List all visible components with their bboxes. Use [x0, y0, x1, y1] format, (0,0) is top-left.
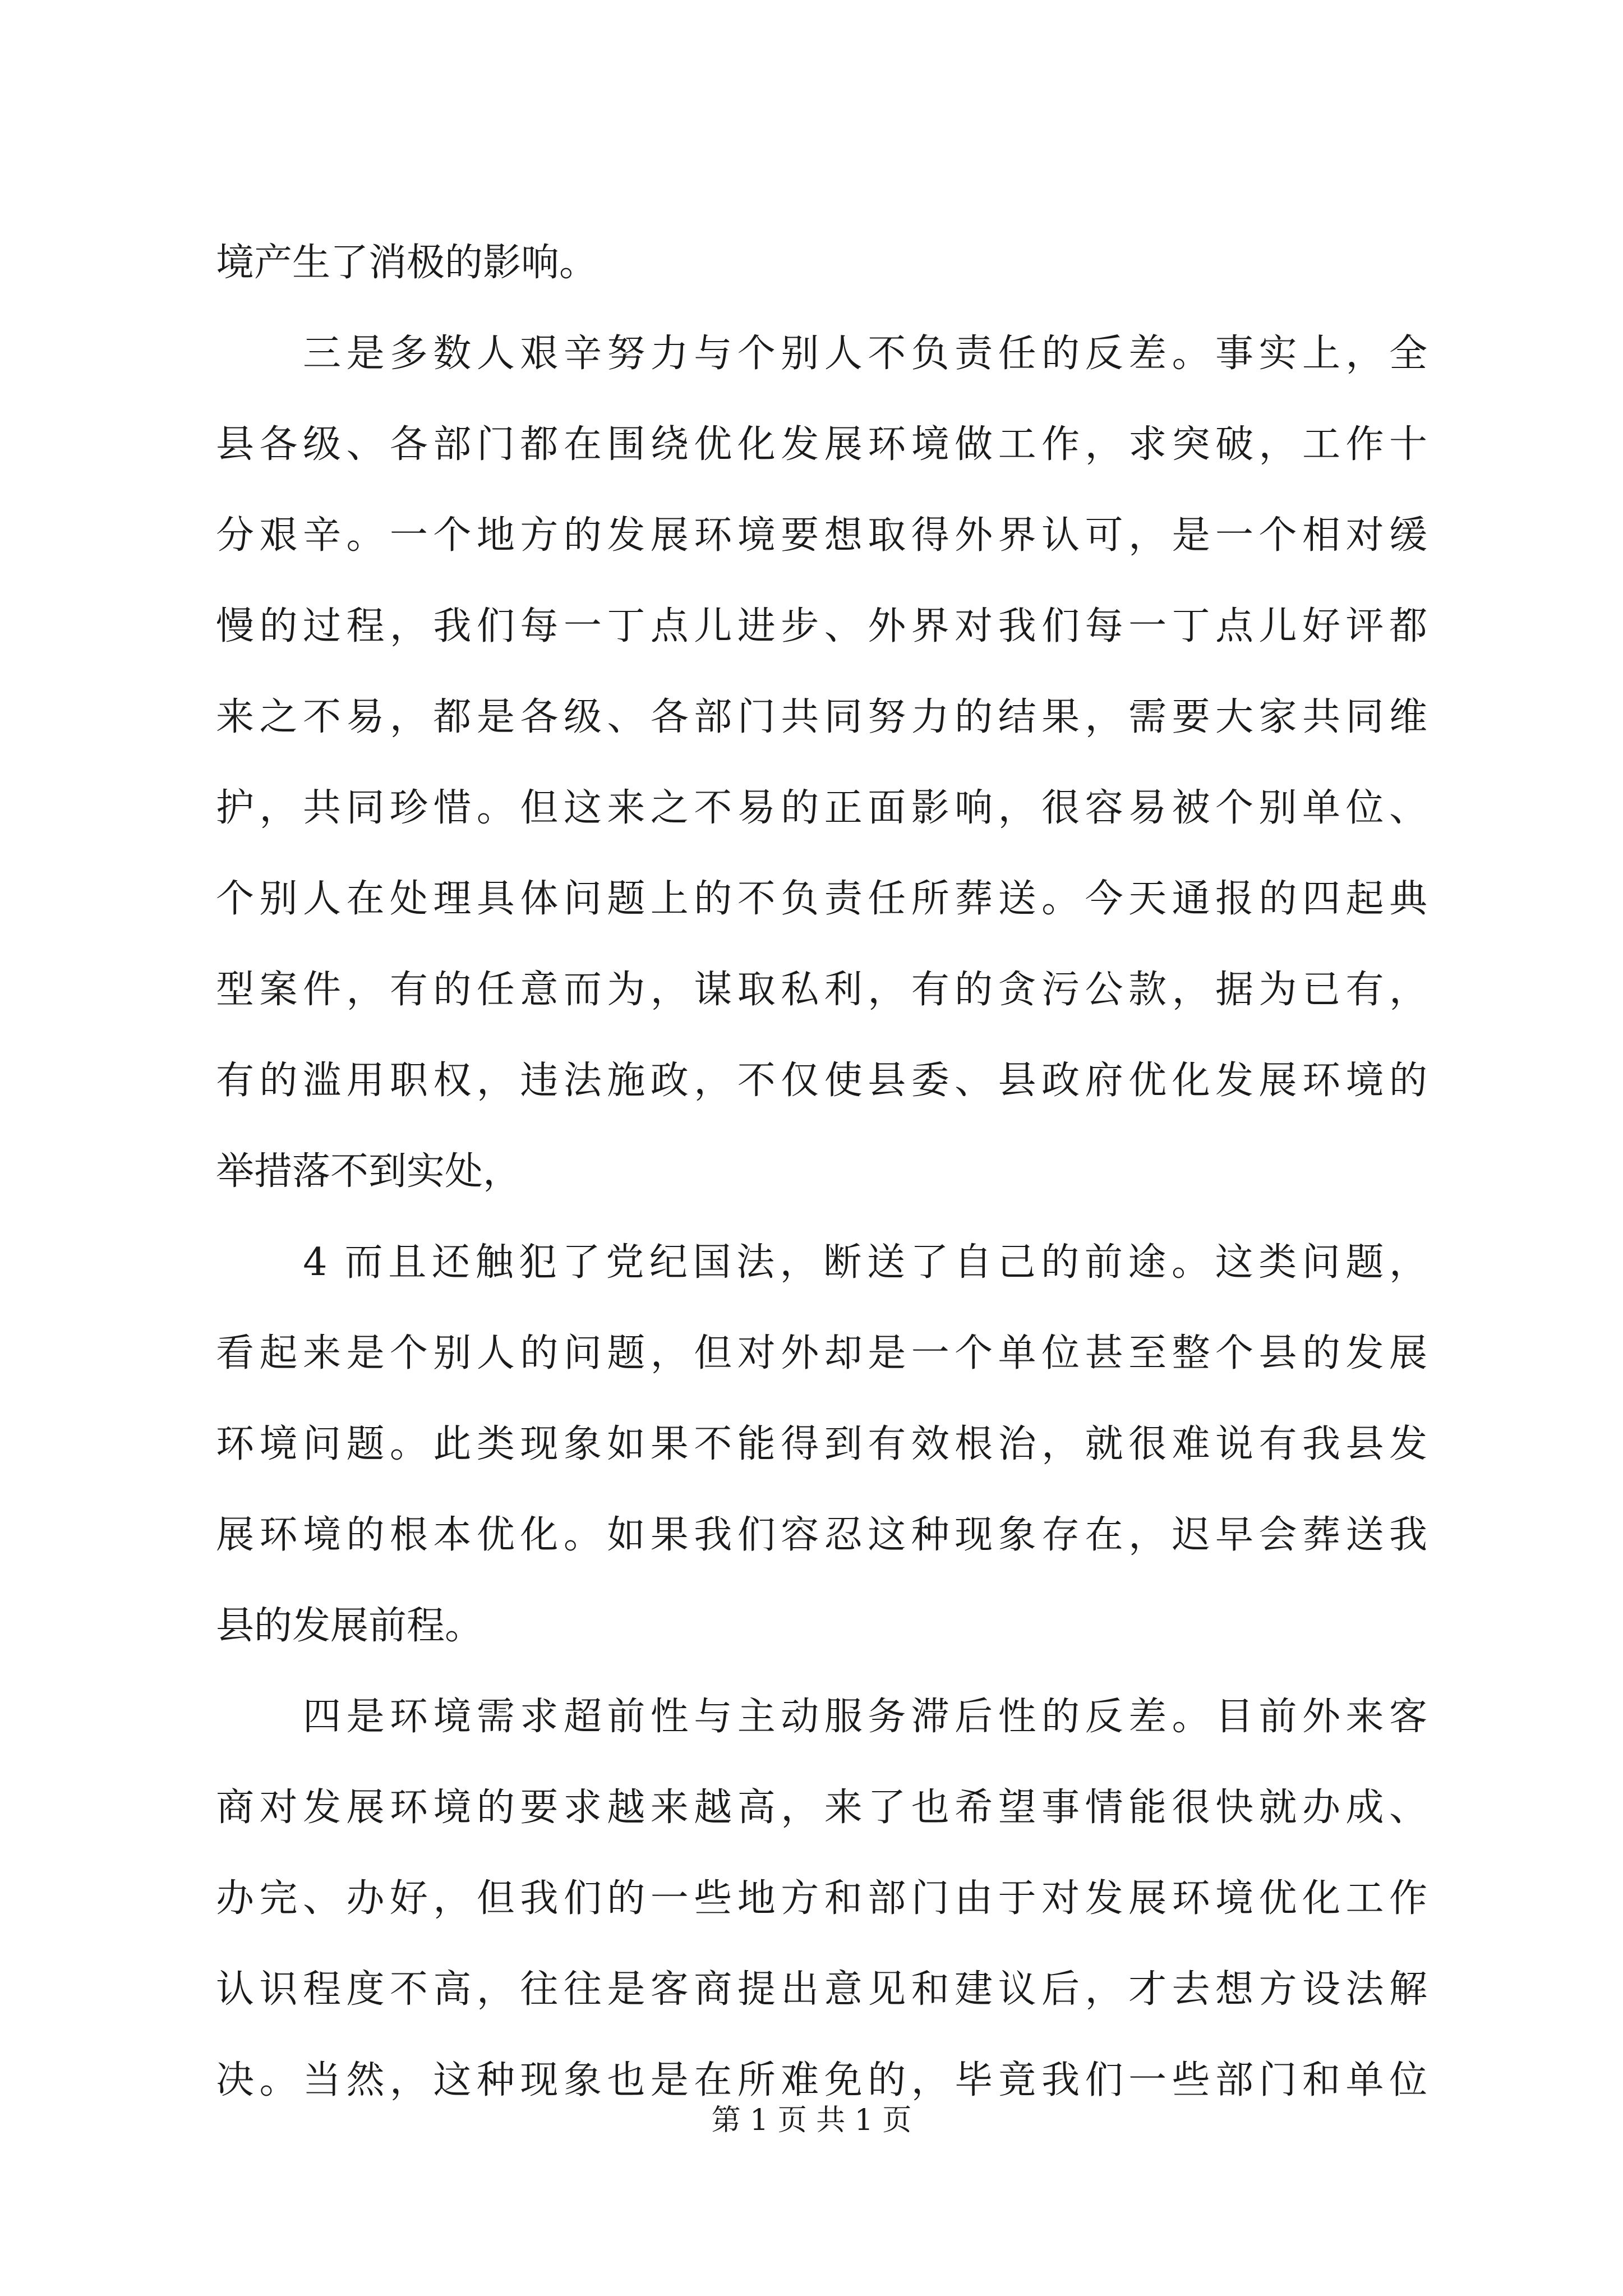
text-line: 分艰辛。一个地方的发展环境要想取得外界认可，是一个相对缓	[216, 513, 1427, 558]
text-line: 看起来是个别人的问题，但对外却是一个单位甚至整个县的发展	[216, 1331, 1427, 1375]
text-line: 举措落不到实处，	[216, 1149, 522, 1194]
text-line: 办完、办好，但我们的一些地方和部门由于对发展环境优化工作	[216, 1876, 1427, 1921]
text-line: 来之不易，都是各级、各部门共同努力的结果，需要大家共同维	[216, 695, 1427, 739]
text-line: 型案件，有的任意而为，谋取私利，有的贪污公款，据为已有，	[216, 968, 1427, 1012]
text-line: 境产生了消极的影响。	[216, 241, 598, 285]
text-line: 认识程度不高，往往是客商提出意见和建议后，才去想方设法解	[216, 1967, 1427, 2012]
text-line: 4 而且还触犯了党纪国法，断送了自己的前途。这类问题，	[216, 1240, 1427, 1285]
page-number-footer: 第 1 页 共 1 页	[711, 2104, 912, 2137]
text-line: 县各级、各部门都在围绕优化发展环境做工作，求突破，工作十	[216, 422, 1427, 467]
text-line: 决。当然，这种现象也是在所难免的，毕竟我们一些部门和单位	[216, 2058, 1427, 2102]
text-line: 个别人在处理具体问题上的不负责任所葬送。今天通报的四起典	[216, 877, 1427, 921]
text-line: 展环境的根本优化。如果我们容忍这种现象存在，迟早会葬送我	[216, 1513, 1427, 1557]
text-line: 四是环境需求超前性与主动服务滞后性的反差。目前外来客	[216, 1695, 1427, 1739]
text-line: 商对发展环境的要求越来越高，来了也希望事情能很快就办成、	[216, 1786, 1427, 1830]
text-line: 三是多数人艰辛努力与个别人不负责任的反差。事实上，全	[216, 332, 1427, 376]
text-line: 县的发展前程。	[216, 1604, 483, 1648]
text-line: 慢的过程，我们每一丁点儿进步、外界对我们每一丁点儿好评都	[216, 604, 1427, 648]
text-line: 有的滥用职权，违法施政，不仅使县委、县政府优化发展环境的	[216, 1059, 1427, 1103]
body-text	[216, 218, 1427, 2126]
text-line: 环境问题。此类现象如果不能得到有效根治，就很难说有我县发	[216, 1422, 1427, 1466]
text-line: 护，共同珍惜。但这来之不易的正面影响，很容易被个别单位、	[216, 786, 1427, 830]
